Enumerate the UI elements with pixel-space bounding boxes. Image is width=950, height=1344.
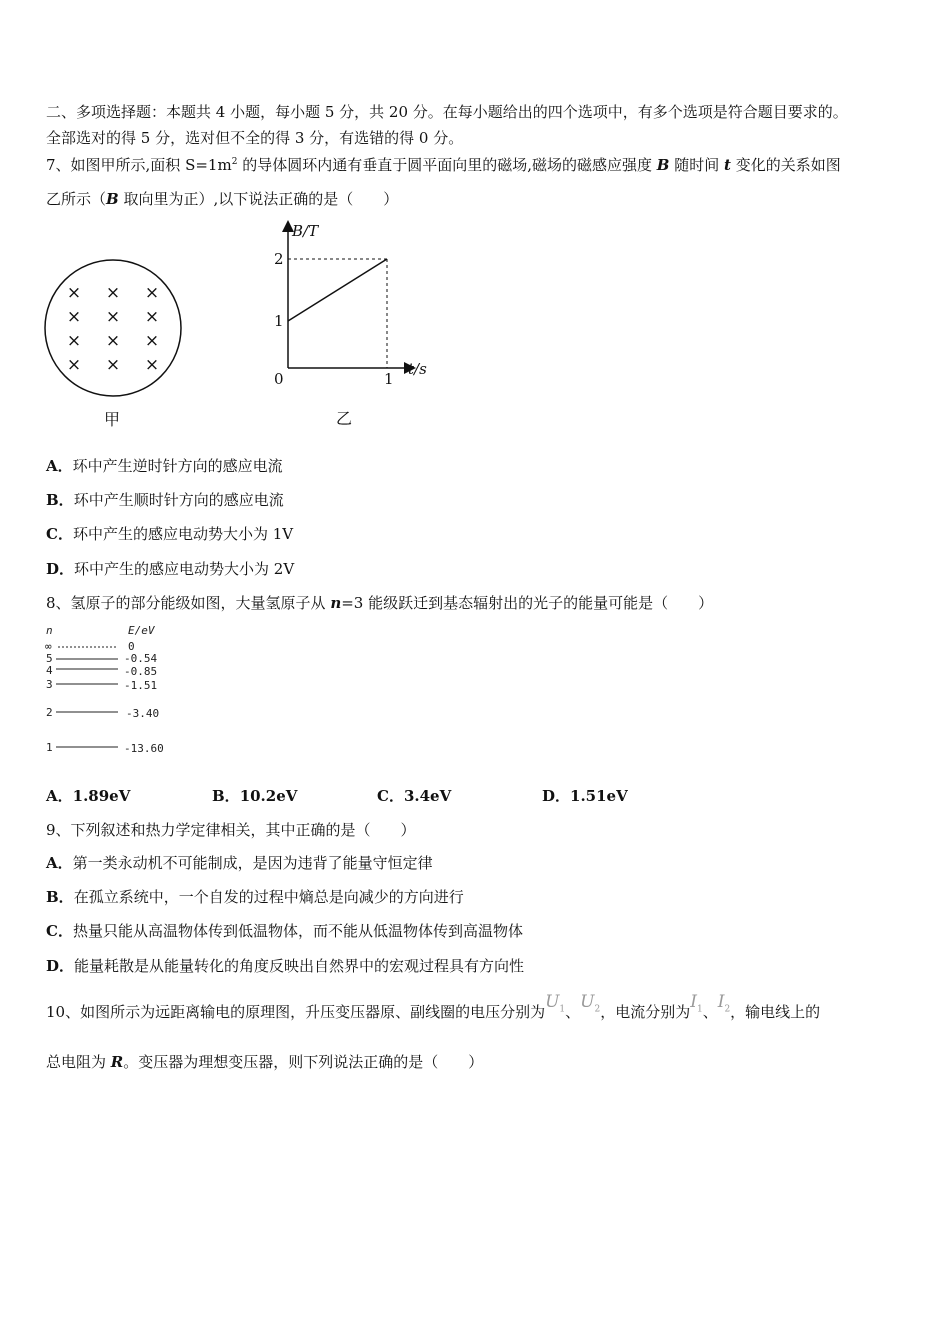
- field-cross: ×: [144, 355, 160, 375]
- q8-option-d: D．1.51eV: [542, 787, 628, 805]
- q9-option-d: D．能量耗散是从能量转化的角度反映出自然界中的宏观过程具有方向性: [46, 957, 525, 975]
- field-cross: ×: [105, 283, 121, 303]
- q9-stem: 9、下列叙述和热力学定律相关，其中正确的是（ ）: [46, 821, 416, 839]
- q8-option-b: B．10.2eV: [212, 787, 298, 805]
- q8-option-a: A．1.89eV: [46, 787, 131, 805]
- figure-yi-graph: [262, 220, 442, 430]
- level-e-inf: 0: [128, 640, 135, 653]
- figure-jia: [40, 255, 190, 435]
- q7-stem-line1: 7、如图甲所示,面积 $S=1m^2$ 的导体圆环内通有垂直于圆平面向里的磁场,磁场的磁感应强度 B 随时间 t 变化的关系如图: [46, 156, 841, 174]
- field-cross: ×: [144, 331, 160, 351]
- level-n-1: 1: [46, 741, 53, 754]
- level-n-2: 2: [46, 706, 53, 719]
- figure-yi-label: 乙: [335, 409, 353, 428]
- level-n-5: 5: [46, 652, 53, 665]
- q9-option-c: C．热量只能从高温物体传到低温物体，而不能从低温物体传到高温物体: [46, 922, 523, 940]
- section-scoring: 全部选对的得 5 分，选对但不全的得 3 分，有选错的得 0 分。: [46, 129, 464, 147]
- field-cross: ×: [144, 307, 160, 327]
- conducting-ring: [45, 260, 181, 396]
- q7-stem-line2: 乙所示（B 取向里为正）,以下说法正确的是（ ）: [46, 190, 399, 208]
- y-tick-2: 2: [274, 250, 284, 268]
- y-axis-label: B/T: [292, 222, 319, 240]
- magnetic-field-crosses: [67, 283, 159, 375]
- section-heading: 二、多项选择题：本题共 4 小题，每小题 5 分，共 20 分。在每小题给出的四个选项中，有多个选项是符合题目要求的。: [46, 103, 848, 121]
- q8-stem: 8、氢原子的部分能级如图，大量氢原子从 n=3 能级跃迁到基态辐射出的光子的能量可能是（ ）: [46, 594, 714, 612]
- q7-option-a: A．环中产生逆时针方向的感应电流: [46, 457, 283, 475]
- level-n-inf: ∞: [45, 640, 52, 653]
- origin-label: 0: [274, 370, 284, 388]
- q7-option-c: C．环中产生的感应电动势大小为 1V: [46, 525, 294, 543]
- energy-level-diagram: [42, 622, 192, 762]
- level-e-1: -13.60: [124, 742, 164, 755]
- field-cross: ×: [105, 331, 121, 351]
- q9-option-b: B．在孤立系统中，一个自发的过程中熵总是向减少的方向进行: [46, 888, 464, 906]
- field-cross: ×: [66, 355, 82, 375]
- q7-option-d: D．环中产生的感应电动势大小为 2V: [46, 560, 295, 578]
- field-cross: ×: [105, 355, 121, 375]
- q10-stem-line2: 总电阻为 R。变压器为理想变压器，则下列说法正确的是（ ）: [46, 1053, 484, 1071]
- level-e-2: -3.40: [126, 707, 160, 720]
- figure-jia-label: 甲: [103, 410, 121, 429]
- header-e: E/eV: [128, 624, 155, 637]
- level-e-3: -1.51: [124, 679, 158, 692]
- y-tick-1: 1: [274, 312, 284, 330]
- q8-option-c: C．3.4eV: [377, 787, 452, 805]
- q9-option-a: A．第一类永动机不可能制成，是因为违背了能量守恒定律: [46, 854, 433, 872]
- header-n: n: [46, 624, 53, 637]
- q10-stem-line1: 10、如图所示为远距离输电的原理图，升压变压器原、副线圈的电压分别为$U_1$、$U_2$，电流分别为$I_1$、$I_2$，输电线上的: [46, 992, 821, 1021]
- level-n-3: 3: [46, 678, 53, 691]
- field-cross: ×: [144, 283, 160, 303]
- field-cross: ×: [66, 331, 82, 351]
- b-vs-t-line: [288, 259, 387, 321]
- x-axis-label: t/s: [408, 360, 427, 378]
- field-cross: ×: [66, 307, 82, 327]
- x-tick-1: 1: [384, 370, 394, 388]
- field-cross: ×: [105, 307, 121, 327]
- level-e-5: -0.54: [124, 652, 158, 665]
- level-n-4: 4: [46, 664, 53, 677]
- level-e-4: -0.85: [124, 665, 158, 678]
- q7-option-b: B．环中产生顺时针方向的感应电流: [46, 491, 284, 509]
- field-cross: ×: [66, 283, 82, 303]
